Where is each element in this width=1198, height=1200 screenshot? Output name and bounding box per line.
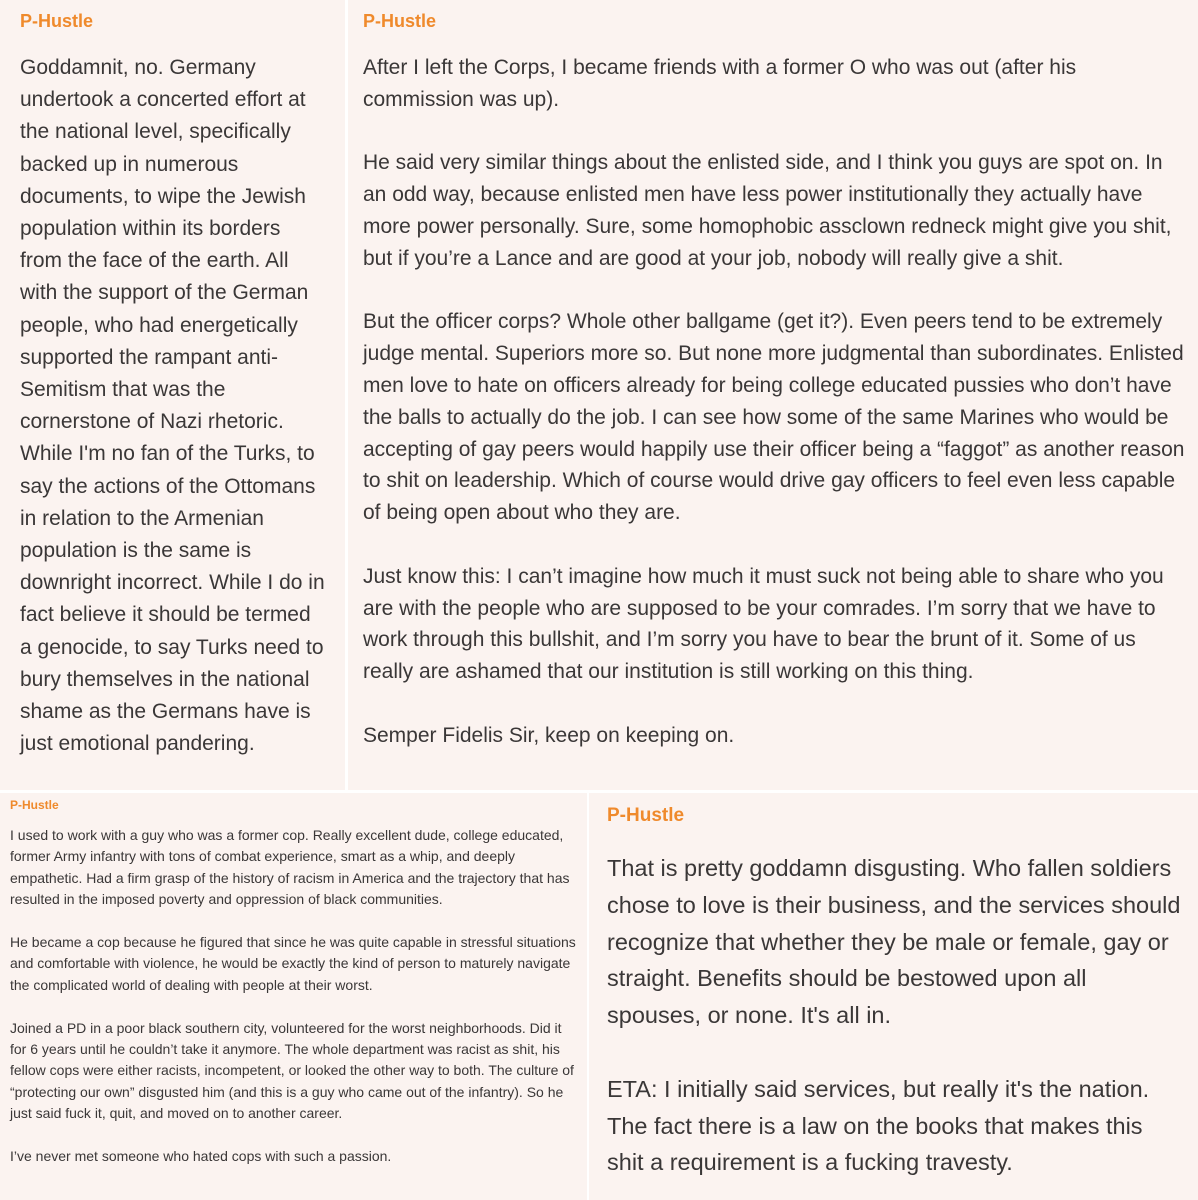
comment-body [10,825,578,1167]
comment-paragraph: After I left the Corps, I became friends with a former O who was out (after his commission was up). [363,56,1077,111]
comment-panel-1 [0,0,347,792]
comment-paragraph: That is pretty goddamn disgusting. Who fallen soldiers chose to love is their business, and the services should recognize that whether they be male or female, gay or straight. Benefits should be bestowed upon all spouses, or none. It's all in. [607,855,1181,1029]
comment-paragraph: He said very similar things about the enlisted side, and I think you guys are spot on. In an odd way, because enlisted men have less power institutionally they actually have more power personally. Sure, some homophobic assclown redneck might give you shit, but if you’re a Lance and are good at your job, nobody will really give a shit. [363,151,1172,270]
comment-author[interactable]: P-Hustle [363,11,437,31]
panel-divider [587,792,589,1200]
comment-author[interactable]: P-Hustle [10,798,59,812]
panel-divider [0,790,1198,793]
comment-paragraph: I used to work with a guy who was a former cop. Really excellent dude, college educated, former Army infantry with tons of combat experience, smart as a whip, and deeply empathetic. Had a firm grasp of the history of racism in America and the trajectory that has resulted in the imposed poverty and oppression of black communities. [10,827,570,908]
panel-divider [345,0,348,792]
comment-paragraph: Semper Fidelis Sir, keep on keeping on. [363,723,735,747]
comment-author[interactable]: P-Hustle [607,805,685,826]
comment-body [363,52,1188,752]
comment-paragraph: I’ve never met someone who hated cops with such a passion. [10,1148,392,1165]
comment-paragraph: He became a cop because he figured that since he was quite capable in stressful situations and comfortable with violence, he would be exactly the kind of person to maturely navigate the complicated world of dealing with people at their worst. [10,934,576,993]
comment-body [607,850,1184,1181]
comment-panel-3 [0,792,588,1200]
comment-author[interactable]: P-Hustle [20,11,94,31]
comment-panel-4 [588,792,1198,1200]
comment-body [20,52,327,760]
comment-paragraph: Just know this: I can’t imagine how much it must suck not being able to share who you are with the people who are supposed to be your comrades. I’m sorry that we have to work through this bullshit, and I’m sorry you have to bear the brunt of it. Some of us really are ashamed that our institution is still working on this thing. [363,564,1164,684]
comment-paragraph: But the officer corps? Whole other ballgame (get it?). Even peers tend to be extremely judge mental. Superiors more so. But none more judgmental than subordinates. Enlisted men love to hate on officers already for being college educated pussies who don’t have the balls to actually do the job. I can see how some of the same Marines who would be accepting of gay peers would happily use their officer being a “faggot” as another reason to shit on leadership. Which of course would drive gay officers to feel even less capable of being open about who they are. [363,310,1185,525]
comment-paragraph: Joined a PD in a poor black southern city, volunteered for the worst neighborhoods. Did it for 6 years until he couldn’t take it anymore. The whole department was racist as shit, his fellow cops were either racists, incompetent, or looked the other way to both. The culture of “protecting our own” disgusted him (and this is a guy who came out of the infantry). So he just said fuck it, quit, and moved on to another career. [10,1019,574,1122]
comment-paragraph: Goddamnit, no. Germany undertook a concerted effort at the national level, specifically backed up in numerous documents, to wipe the Jewish population within its borders from the face of the earth. All with the support of the German people, who had energetically supported the rampant anti-Semitism that was the cornerstone of Nazi rhetoric. While I'm no fan of the Turks, to say the actions of the Ottomans in relation to the Armenian population is the same is downright incorrect. While I do in fact believe it should be termed a genocide, to say Turks need to bury themselves in the national shame as the Germans have is just emotional pandering. [20,56,325,756]
comment-paragraph: ETA: I initially said services, but really it's the nation. The fact there is a law on the books that makes this shit a requirement is a fucking travesty. [607,1075,1150,1176]
comment-panel-2 [347,0,1198,792]
